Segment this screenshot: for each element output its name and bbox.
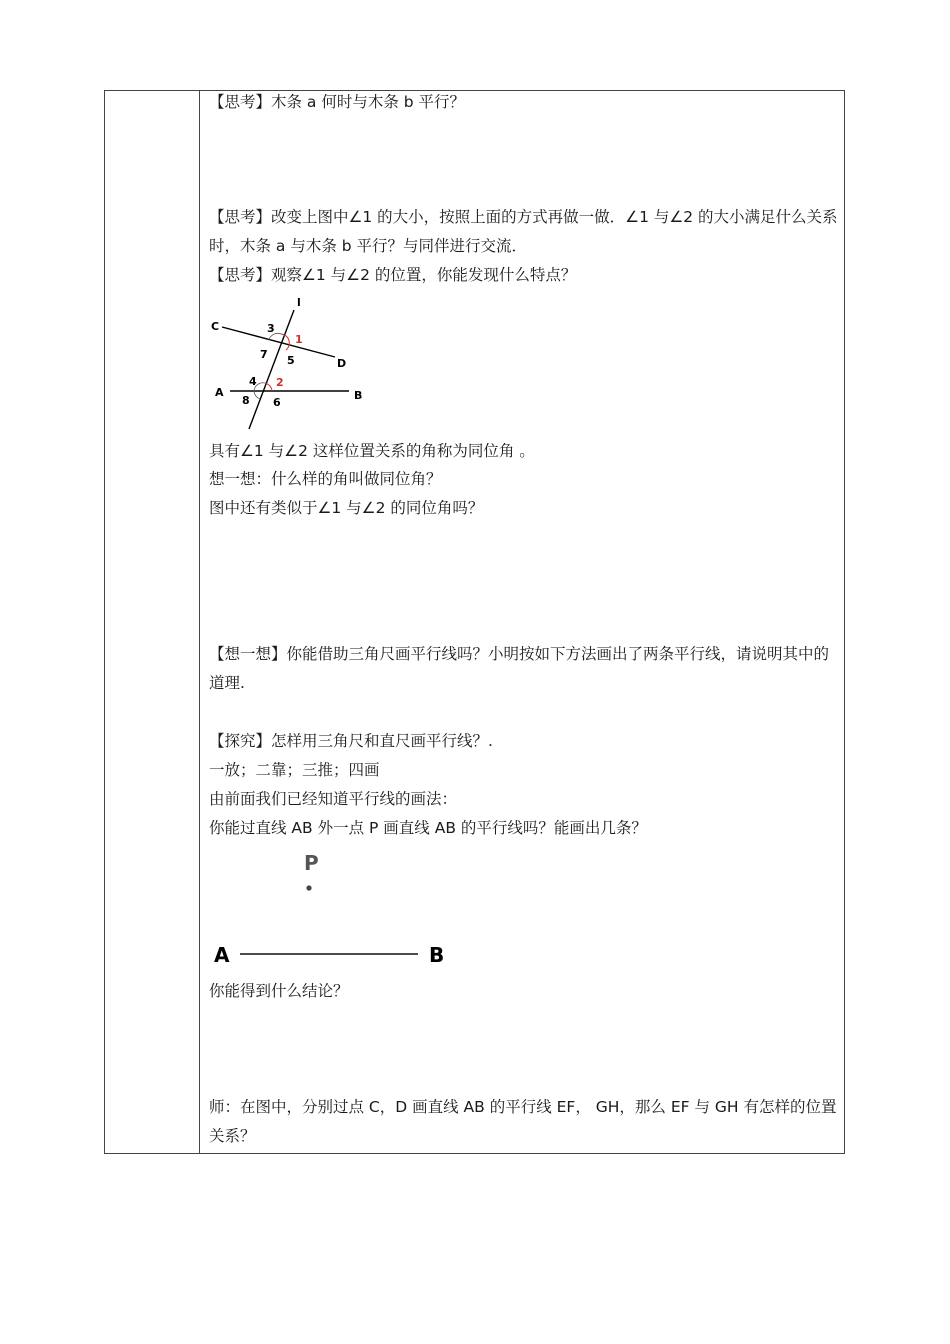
label-angle-5: 5	[287, 354, 295, 367]
label-angle-1: 1	[295, 333, 303, 346]
label-B: B	[354, 389, 363, 402]
question-other-corresponding-angles: 图中还有类似于∠1 与∠2 的同位角吗？	[209, 499, 484, 517]
think-prompt-observe-angles: 【思考】观察∠1 与∠2 的位置，你能发现什么特点？	[209, 266, 577, 284]
think-triangle-ruler-parallel: 【想一想】你能借助三角尺画平行线吗？小明按如下方法画出了两条平行线，请说明其中的道理.	[209, 645, 830, 692]
corresponding-angles-definition: 具有∠1 与∠2 这样位置关系的角称为同位角 。	[209, 442, 535, 460]
think-what-corresponding-angle: 想一想：什么样的角叫做同位角？	[209, 470, 442, 488]
label-angle-6: 6	[273, 396, 281, 409]
table-column-divider	[199, 90, 200, 1154]
label-angle-8: 8	[242, 394, 250, 407]
think-prompt-change-angle: 【思考】改变上图中∠1 的大小，按照上面的方式再做一做．∠1 与∠2 的大小满足什么关系时，木条 a 与木条 b 平行？与同伴进行交流．	[209, 208, 838, 255]
label-D: D	[337, 357, 347, 370]
question-parallel-through-p: 你能过直线 AB 外一点 P 画直线 AB 的平行线吗？能画出几条？	[209, 819, 647, 837]
corresponding-angles-figure	[206, 292, 376, 432]
label-A: A	[215, 386, 224, 399]
point-line-figure	[209, 846, 459, 971]
label-C: C	[211, 320, 220, 333]
label-P: P	[304, 851, 319, 875]
label-B-fig2: B	[429, 943, 445, 967]
label-angle-3: 3	[267, 322, 275, 335]
label-A-fig2: A	[214, 943, 230, 967]
label-l: l	[297, 296, 301, 309]
known-drawing-method: 由前面我们已经知道平行线的画法：	[209, 790, 458, 808]
label-angle-2: 2	[276, 376, 284, 389]
think-prompt-parallel-wood: 【思考】木条 a 何时与木条 b 平行？	[209, 93, 466, 111]
angle-arc-bottom2	[254, 391, 260, 399]
explore-draw-parallel: 【探究】怎样用三角尺和直尺画平行线？.	[209, 732, 493, 750]
drawing-steps: 一放；二靠；三推；四画	[209, 761, 380, 779]
label-angle-7: 7	[260, 348, 268, 361]
teacher-question-ef-gh: 师：在图中，分别过点 C，D 画直线 AB 的平行线 EF， GH，那么 EF 与 GH 有怎样的位置关系？	[209, 1098, 837, 1145]
question-conclusion: 你能得到什么结论？	[209, 982, 349, 1000]
label-angle-4: 4	[249, 375, 257, 388]
point-P	[306, 885, 311, 890]
